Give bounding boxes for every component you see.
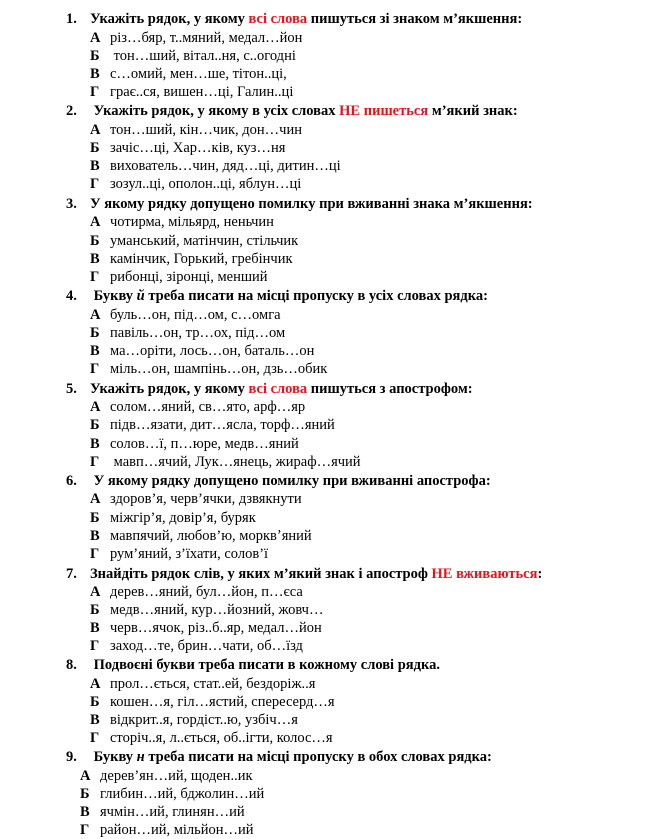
option-7c: В черв…ячок, різ..б..яр, медал…йон bbox=[90, 620, 322, 636]
option-8c: В відкрит..я, гордіст..ю, узбіч…я bbox=[90, 712, 298, 728]
option-2a: А тон…ший, кін…чик, дон…чин bbox=[90, 122, 302, 138]
question-2: 2. Укажіть рядок, у якому в усіх словах НЕ пишеться м’який знак: bbox=[66, 103, 518, 119]
question-3: 3. У якому рядку допущено помилку при вживанні знака м’якшення: bbox=[66, 196, 533, 212]
option-7a: А дерев…яний, бул…йон, п…єса bbox=[90, 584, 303, 600]
question-5: 5. Укажіть рядок, у якому всі слова пишуться з апострофом: bbox=[66, 381, 473, 397]
option-6d: Г рум’яний, з’їхати, солов’ї bbox=[90, 546, 269, 562]
option-1b: Б тон…ший, вітал..ня, с..огодні bbox=[90, 48, 296, 64]
option-7b: Б медв…яний, кур…йозний, жовч… bbox=[90, 602, 324, 618]
option-5a: А солом…яний, св…ято, арф…яр bbox=[90, 399, 306, 415]
option-5c: В солов…ї, п…юре, медв…яний bbox=[90, 436, 299, 452]
option-6a: А здоров’я, черв’ячки, дзвякнути bbox=[90, 491, 302, 507]
option-3b: Б уманський, матінчин, стільчик bbox=[90, 233, 299, 249]
option-6b: Б міжгір’я, довір’я, буряк bbox=[90, 510, 256, 526]
option-5b: Б підв…язати, дит…ясла, торф…яний bbox=[90, 417, 335, 433]
option-9b: Б глибин…ий, бджолин…ий bbox=[80, 786, 265, 802]
question-6: 6. У якому рядку допущено помилку при вживанні апострофа: bbox=[66, 473, 491, 489]
option-1a: А різ…бяр, т..мяний, медал…йон bbox=[90, 30, 303, 46]
question-7: 7. Знайдіть рядок слів, у яких м’який знак і апостроф НЕ вживаються: bbox=[66, 566, 543, 582]
option-2b: Б зачіс…ці, Хар…ків, куз…ня bbox=[90, 140, 286, 156]
option-3a: А чотирма, мільярд, неньчин bbox=[90, 214, 274, 230]
question-9: 9. Букву н треба писати на місці пропуску в обох словах рядка: bbox=[66, 749, 492, 765]
option-8b: Б кошен…я, гіл…ястий, спересерд…я bbox=[90, 694, 335, 710]
option-4c: В ма…оріти, лось…он, баталь…он bbox=[90, 343, 315, 359]
option-2d: Г зозул..ці, ополон..ці, яблун…ці bbox=[90, 176, 302, 192]
option-1d: Г грає..ся, вишен…ці, Галин..ці bbox=[90, 84, 294, 100]
option-2c: В вихователь…чин, дяд…ці, дитин…ці bbox=[90, 158, 341, 174]
option-9c: В ячмін…ий, глинян…ий bbox=[80, 804, 245, 820]
option-1c: В с…омий, мен…ше, тітон..ці, bbox=[90, 66, 287, 82]
option-4a: А буль…он, під…ом, с…омга bbox=[90, 307, 281, 323]
option-4d: Г міль…он, шампінь…он, дзь…обик bbox=[90, 361, 328, 377]
option-8d: Г сторіч..я, л..ється, об..ігти, колос…я bbox=[90, 730, 333, 746]
option-3c: В камінчик, Горький, гребінчик bbox=[90, 251, 293, 267]
option-4b: Б павіль…он, тр…ох, під…ом bbox=[90, 325, 286, 341]
option-6c: В мавпячий, любов’ю, морквʼяний bbox=[90, 528, 312, 544]
question-8: 8. Подвоєні букви треба писати в кожному слові рядка. bbox=[66, 657, 440, 673]
option-3d: Г рибонці, зіронці, менший bbox=[90, 269, 268, 285]
option-8a: А прол…ється, стат..ей, бездоріж..я bbox=[90, 676, 316, 692]
option-5d: Г мавп…ячий, Лук…янець, жираф…ячий bbox=[90, 454, 361, 470]
question-1: 1. Укажіть рядок, у якому всі слова пишуться зі знаком м’якшення: bbox=[66, 11, 523, 27]
option-9a: А дерев’ян…ий, щоден..ик bbox=[80, 768, 253, 784]
question-4: 4. Букву й треба писати на місці пропуску в усіх словах рядка: bbox=[66, 288, 488, 304]
option-9d: Г район…ий, мільйон…ий bbox=[80, 822, 254, 838]
option-7d: Г заход…те, брин…чати, об…їзд bbox=[90, 638, 303, 654]
